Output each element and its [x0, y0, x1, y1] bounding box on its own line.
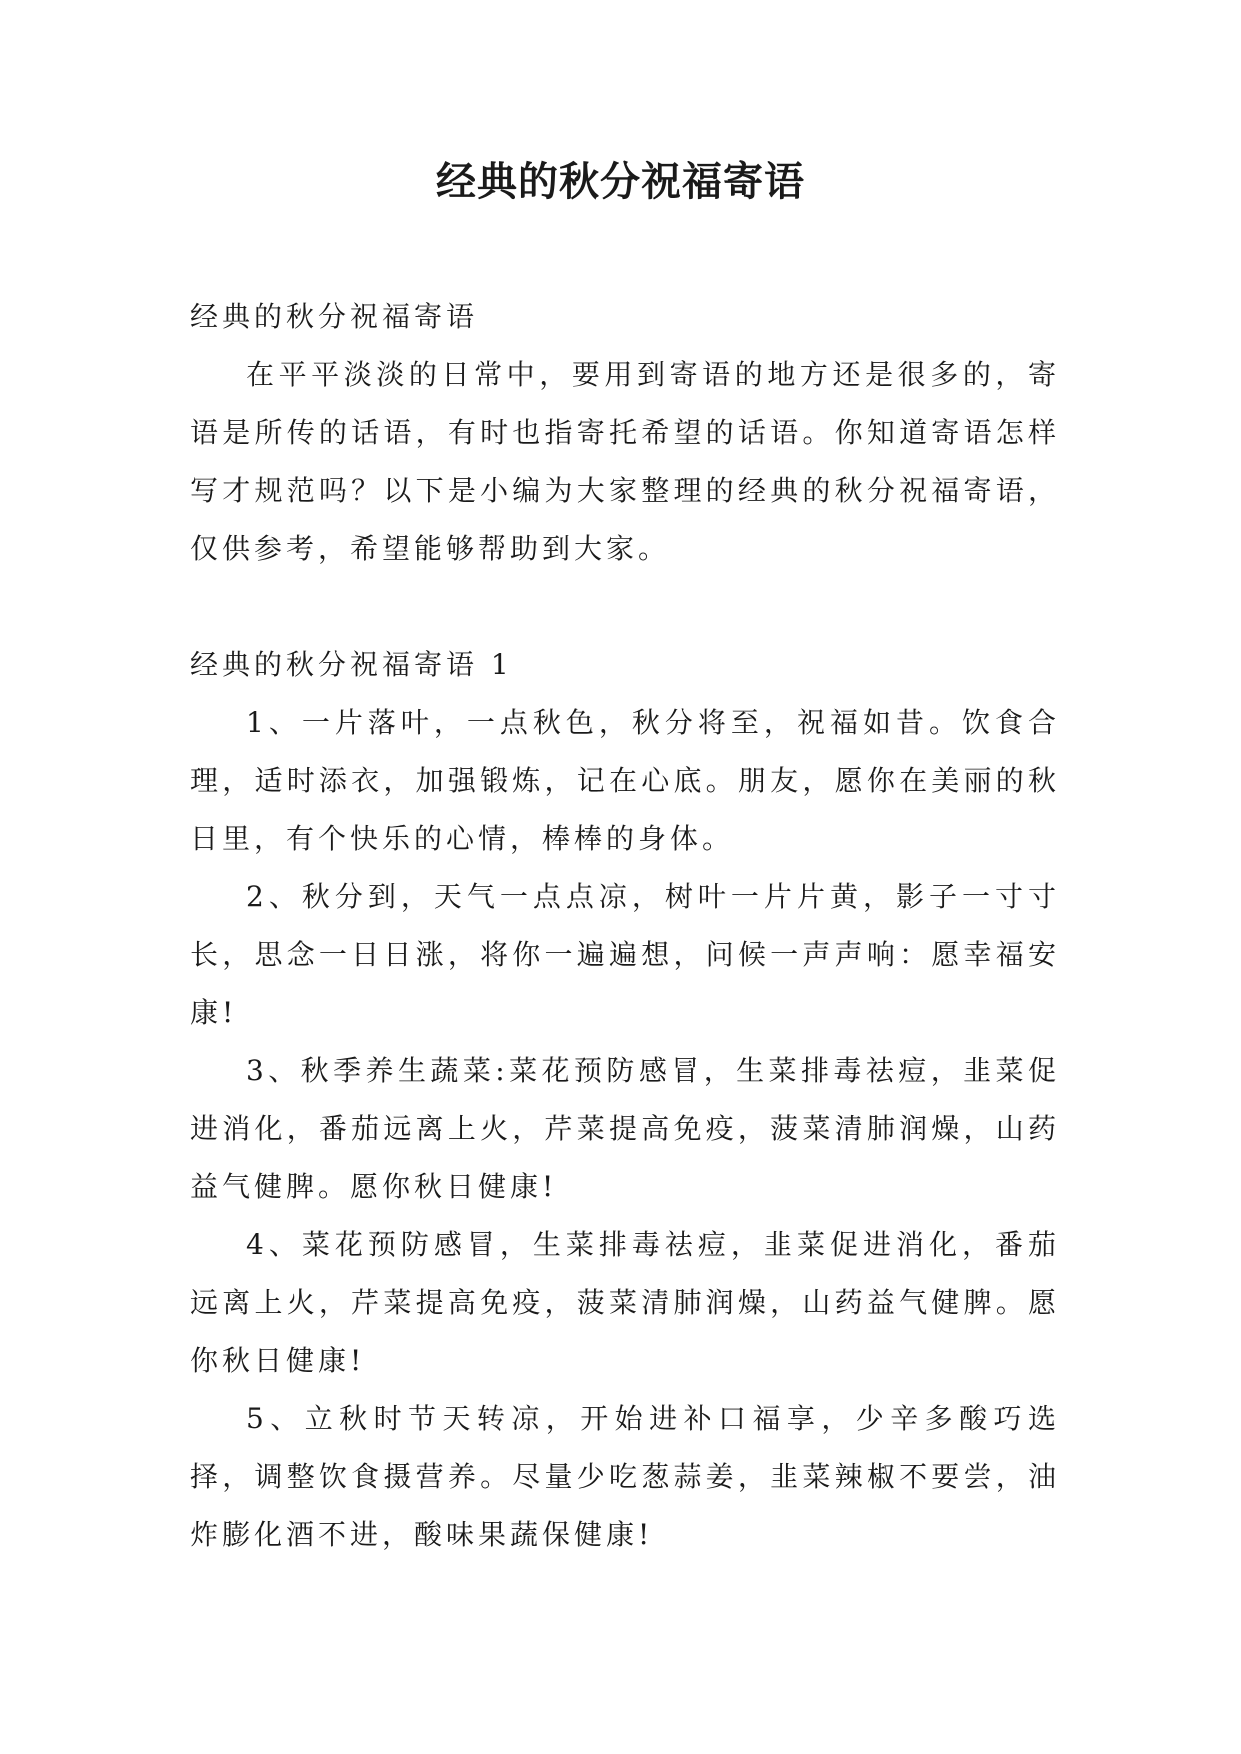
section-heading: 经典的秋分祝福寄语 1	[190, 648, 513, 681]
intro-paragraph: 在平平淡淡的日常中，要用到寄语的地方还是很多的，寄语是所传的话语，有时也指寄托希望的话语。你知道寄语怎样写才规范吗？以下是小编为大家整理的经典的秋分祝福寄语，仅供参考，希望能够帮助到大家。	[190, 358, 1060, 565]
list-item: 2、秋分到，天气一点点凉，树叶一片片黄，影子一寸寸长，思念一日日涨，将你一遍遍想，问候一声声响：愿幸福安康!	[190, 880, 1060, 1029]
list-item: 4、菜花预防感冒，生菜排毒祛痘，韭菜促进消化，番茄远离上火，芹菜提高免疫，菠菜清肺润燥，山药益气健脾。愿你秋日健康!	[190, 1228, 1060, 1377]
subtitle-heading: 经典的秋分祝福寄语	[190, 300, 479, 333]
document-title: 经典的秋分祝福寄语	[436, 158, 805, 205]
list-item: 5、立秋时节天转凉，开始进补口福享，少辛多酸巧选择，调整饮食摄营养。尽量少吃葱蒜姜，韭菜辣椒不要尝，油炸膨化酒不进，酸味果蔬保健康!	[190, 1402, 1060, 1551]
document-body	[190, 288, 1060, 1564]
paragraph-spacer	[190, 578, 1060, 636]
list-item: 3、秋季养生蔬菜:菜花预防感冒，生菜排毒祛痘，韭菜促进消化，番茄远离上火，芹菜提高免疫，菠菜清肺润燥，山药益气健脾。愿你秋日健康!	[190, 1054, 1060, 1203]
list-item: 1、一片落叶，一点秋色，秋分将至，祝福如昔。饮食合理，适时添衣，加强锻炼，记在心底。朋友，愿你在美丽的秋日里，有个快乐的心情，棒棒的身体。	[190, 706, 1060, 855]
